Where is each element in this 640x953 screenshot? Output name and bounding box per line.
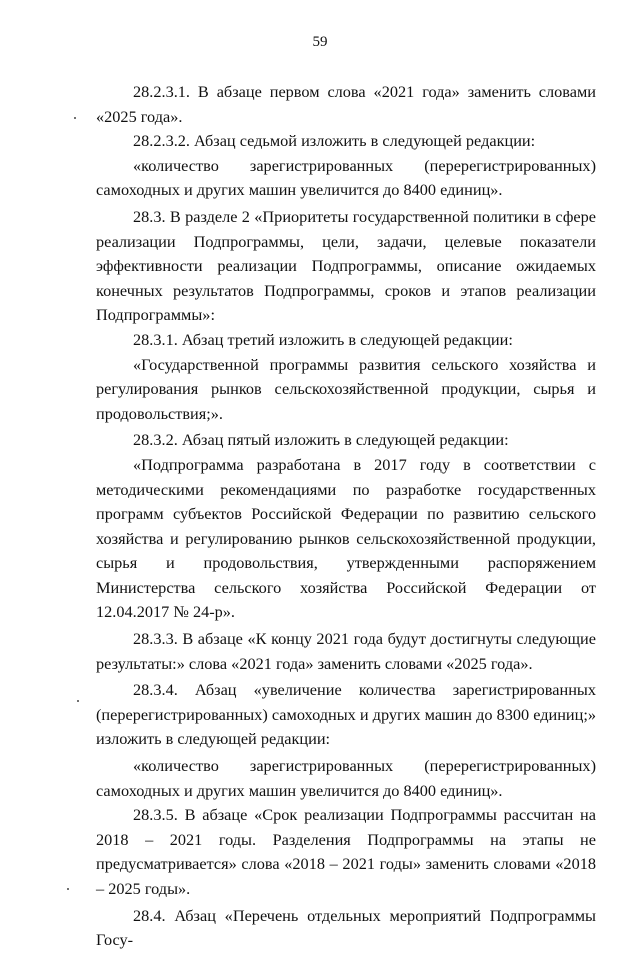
- paragraph-28-2-3-2: 28.2.3.2. Абзац седьмой изложить в следующей редакции:: [133, 131, 536, 151]
- paragraph-28-3-1: 28.3.1. Абзац третий изложить в следующей редакции:: [133, 329, 513, 349]
- paragraph-28-4: 28.4. Абзац «Перечень отдельных мероприятий Подпрограммы Госу-: [96, 905, 596, 950]
- paragraph-quote-state-program: «Государственной программы развития сельского хозяйства и регулирования рынков сельскохозяйственной продукции, сырья и продовольствия;».: [96, 354, 596, 423]
- paragraph-28-3-4: 28.3.4. Абзац «увеличение количества зарегистрированных (перерегистрированных) самоходных и других машин до 8300 единиц;» изложить в следующей редакции:: [96, 680, 597, 749]
- paragraph-28-3-3: 28.3.3. В абзаце «К концу 2021 года будут достигнуты следующие результаты:» слова «2021 года» заменить словами «2025 года».: [96, 629, 596, 673]
- paragraph-quote-8400-a: «количество зарегистрированных (перерегистрированных) самоходных и других машин увеличится до 8400 единиц».: [96, 155, 596, 200]
- scan-speck: [67, 888, 69, 890]
- document-body: [96, 80, 596, 953]
- paragraph-28-2-3-1: 28.2.3.1. В абзаце первом слова «2021 года» заменить словами «2025 года».: [96, 82, 596, 126]
- paragraph-28-3-5: 28.3.5. В абзаце «Срок реализации Подпрограммы рассчитан на 2018 – 2021 годы. Разделения Подпрограммы на этапы не предусматривается» слова «2018 – 2021 годы» заменить словами «2018 – 2025 годы».: [96, 805, 596, 898]
- scan-speck: [77, 700, 79, 702]
- paragraph-28-3: 28.3. В разделе 2 «Приоритеты государственной политики в сфере реализации Подпрограммы, цели, задачи, целевые показатели эффективности реализации Подпрограммы, описание ожидаемых конечных результатов Подпрограммы, сроков и этапов реализации Подпрограммы»:: [96, 206, 596, 325]
- paragraph-quote-8400-b: «количество зарегистрированных (перерегистрированных) самоходных и других машин увеличится до 8400 единиц».: [96, 756, 596, 800]
- page-number: 59: [312, 34, 328, 50]
- paragraph-quote-subprogram: «Подпрограмма разработана в 2017 году в соответствии с методическими рекомендациями по разработке государственных программ субъектов Российской Федерации по развитию сельского хозяйства и регулированию рынков сельскохозяйственной продукции, сырья и продовольствия, утвержденными распоряжением Министерства сельского хозяйства Российской Федерации от 12.04.2017 № 24-р».: [96, 454, 596, 622]
- paragraph-28-3-2: 28.3.2. Абзац пятый изложить в следующей редакции:: [133, 430, 509, 450]
- scan-speck: [74, 117, 76, 119]
